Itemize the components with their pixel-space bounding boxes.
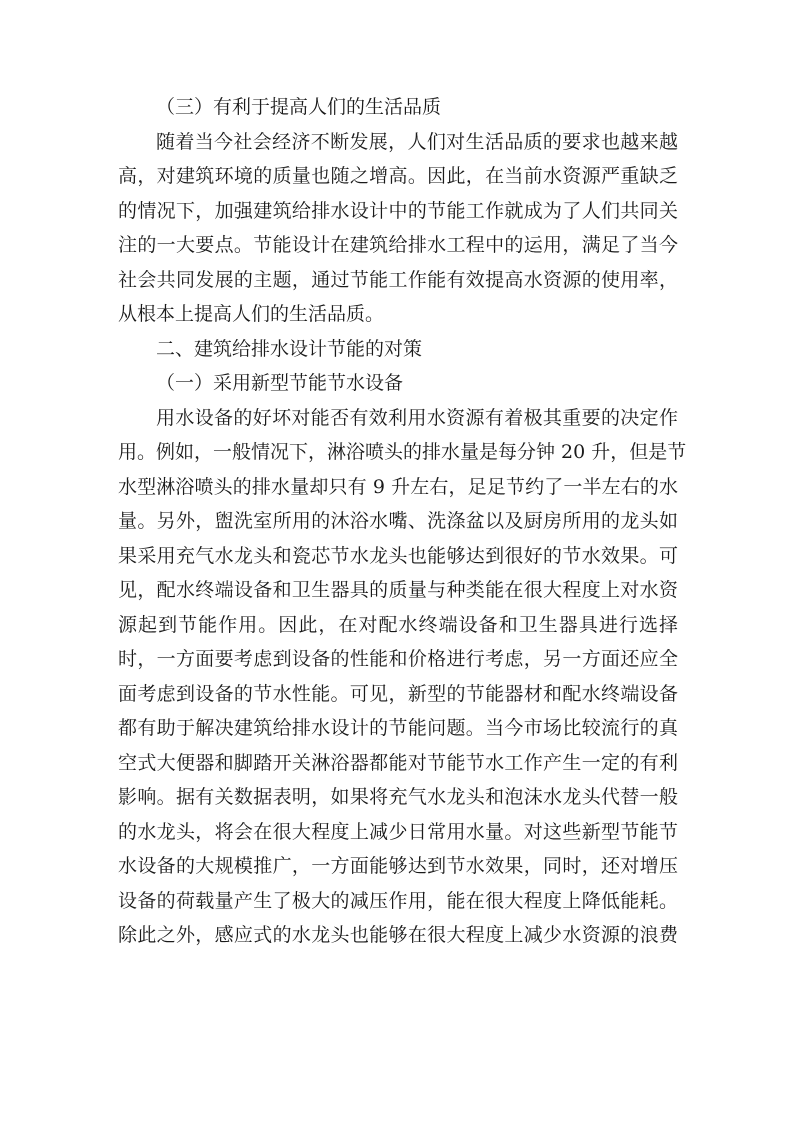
paragraph-line: 水设备的大规模推广，一方面能够达到节水效果，同时，还对增压 — [118, 855, 678, 877]
paragraph-line: 量。另外，盥洗室所用的沐浴水嘴、洗涤盆以及厨房所用的龙头如 — [118, 510, 678, 532]
paragraph-line: 果采用充气水龙头和瓷芯节水龙头也能够达到很好的节水效果。可 — [118, 544, 678, 567]
section-heading-3: （三）有利于提高人们的生活品质 — [156, 96, 442, 118]
paragraph-line: 用水设备的好坏对能否有效利用水资源有着极其重要的决定作 — [156, 406, 678, 429]
paragraph-line: 的情况下，加强建筑给排水设计中的节能工作就成为了人们共同关 — [118, 199, 678, 222]
paragraph-line: 用。例如，一般情况下，淋浴喷头的排水量是每分钟 20 升，但是节 — [118, 441, 687, 463]
paragraph-line: 从根本上提高人们的生活品质。 — [118, 303, 385, 325]
paragraph-line: 的水龙头，将会在很大程度上减少日常用水量。对这些新型节能节 — [118, 820, 678, 843]
document-body — [118, 90, 687, 953]
paragraph-line: 时，一方面要考虑到设备的性能和价格进行考虑，另一方面还应全 — [118, 648, 678, 670]
paragraph-line: 除此之外，感应式的水龙头也能够在很大程度上减少水资源的浪费 — [118, 924, 678, 946]
paragraph-line: 高，对建筑环境的质量也随之增高。因此，在当前水资源严重缺乏 — [118, 165, 678, 187]
paragraph-line: 面考虑到设备的节水性能。可见，新型的节能器材和配水终端设备 — [118, 682, 678, 705]
section-heading-1: （一）采用新型节能节水设备 — [156, 372, 404, 394]
paragraph-line: 源起到节能作用。因此，在对配水终端设备和卫生器具进行选择 — [118, 613, 678, 636]
paragraph-line: 注的一大要点。节能设计在建筑给排水工程中的运用，满足了当今 — [118, 234, 678, 256]
paragraph-line: 水型淋浴喷头的排水量却只有 9 升左右，足足节约了一半左右的水 — [118, 475, 678, 498]
paragraph-line: 社会共同发展的主题，通过节能工作能有效提高水资源的使用率， — [118, 268, 678, 291]
paragraph-line: 空式大便器和脚踏开关淋浴器都能对节能节水工作产生一定的有利 — [118, 751, 678, 774]
chapter-heading-2: 二、建筑给排水设计节能的对策 — [156, 337, 423, 360]
paragraph-line: 见，配水终端设备和卫生器具的质量与种类能在很大程度上对水资 — [118, 579, 678, 601]
paragraph-line: 设备的荷载量产生了极大的减压作用，能在很大程度上降低能耗。 — [118, 889, 678, 912]
paragraph-line: 随着当今社会经济不断发展，人们对生活品质的要求也越来越 — [156, 130, 678, 153]
paragraph-line: 都有助于解决建筑给排水设计的节能问题。当今市场比较流行的真 — [118, 717, 678, 739]
paragraph-line: 影响。据有关数据表明，如果将充气水龙头和泡沫水龙头代替一般 — [118, 786, 678, 808]
